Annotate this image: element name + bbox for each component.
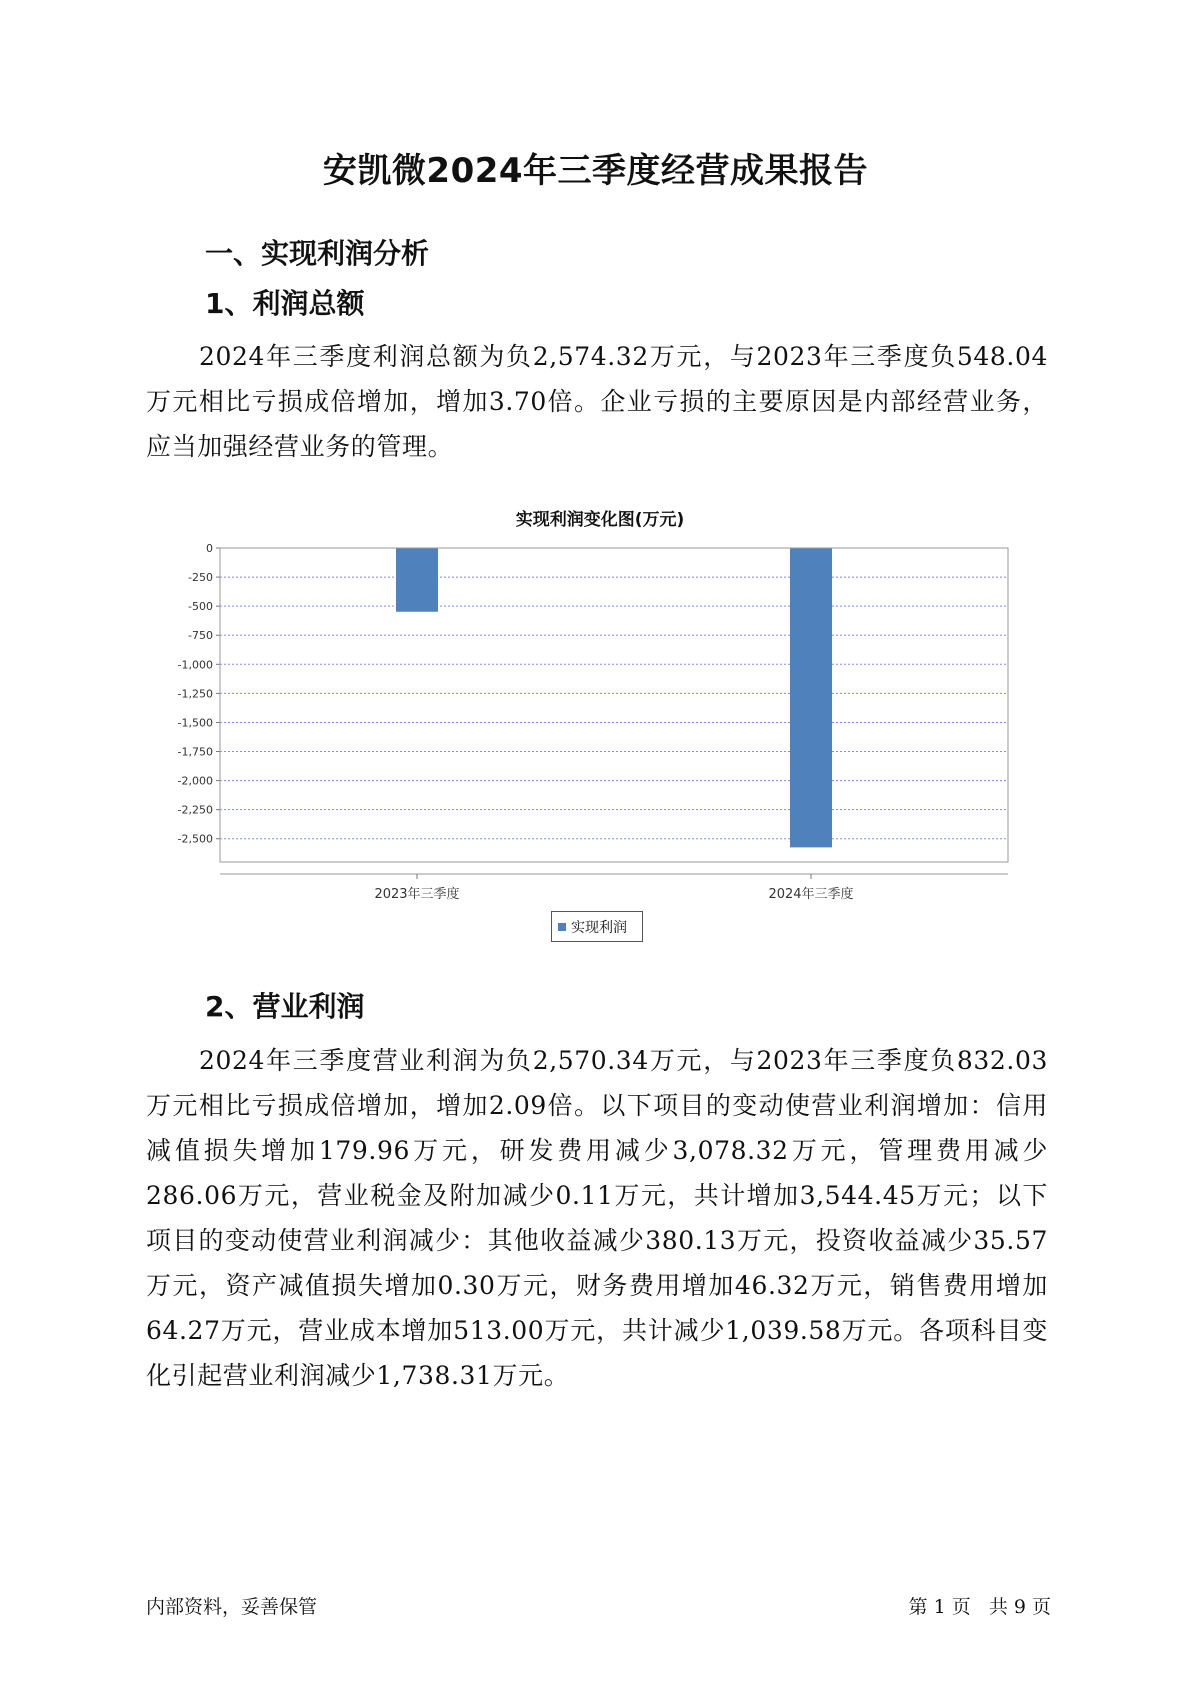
chart-title: 实现利润变化图(万元)	[515, 510, 685, 530]
section-heading-profit-analysis: 一、实现利润分析	[205, 237, 430, 270]
y-tick-label: 0	[206, 542, 213, 555]
bar	[396, 548, 438, 612]
y-tick-label: -1,250	[177, 687, 213, 701]
footer-page-number: 第 1 页 共 9 页	[908, 1596, 1051, 1618]
y-tick-label: -2,250	[177, 803, 213, 817]
y-tick-label: -250	[188, 571, 213, 585]
chart-y-axis	[178, 542, 220, 846]
subsection-heading-total-profit: 1、利润总额	[205, 287, 365, 320]
document-title: 安凯微2024年三季度经营成果报告	[322, 151, 869, 191]
bar	[790, 548, 832, 847]
chart-x-axis	[220, 874, 1008, 902]
footer-confidential-note: 内部资料，妥善保管	[146, 1596, 318, 1618]
x-tick-label: 2024年三季度	[768, 887, 854, 902]
y-tick-label: -750	[188, 629, 213, 643]
y-tick-label: -1,500	[177, 716, 213, 730]
subsection-heading-operating-profit: 2、营业利润	[205, 990, 365, 1023]
x-tick-label: 2023年三季度	[374, 887, 460, 902]
chart-gridlines	[220, 548, 1008, 839]
paragraph-operating-profit: 2024年三季度营业利润为负2,570.34万元，与2023年三季度负832.03万元相比亏损成倍增加，增加2.09倍。以下项目的变动使营业利润增加：信用减值损失增加179.96万元，研发费用减少3,078.32万元，管理费用减少286.06万元，营业税金及附加减少0.11万元，共计增加3,544.45万元；以下项目的变动使营业利润减少：其他收益减少380.13万元，投资收益减少35.57万元，资产减值损失增加0.30万元，财务费用增加46.32万元，销售费用增加64.27万元，营业成本增加513.00万元，共计减少1,039.58万元。各项科目变化引起营业利润减少1,738.31万元。	[146, 1046, 1048, 1390]
legend-label: 实现利润	[571, 919, 627, 936]
chart-bars	[396, 548, 832, 847]
legend-swatch	[558, 923, 566, 931]
y-tick-label: -500	[188, 600, 213, 614]
y-tick-label: -2,500	[177, 832, 213, 846]
y-tick-label: -1,750	[177, 745, 213, 759]
paragraph-total-profit: 2024年三季度利润总额为负2,574.32万元，与2023年三季度负548.04万元相比亏损成倍增加，增加3.70倍。企业亏损的主要原因是内部经营业务，应当加强经营业务的管理。	[146, 342, 1048, 461]
plot-frame	[220, 548, 1008, 862]
chart-legend	[551, 911, 643, 942]
y-tick-label: -1,000	[177, 658, 213, 672]
y-tick-label: -2,000	[177, 774, 213, 788]
profit-bar-chart	[150, 530, 1030, 910]
